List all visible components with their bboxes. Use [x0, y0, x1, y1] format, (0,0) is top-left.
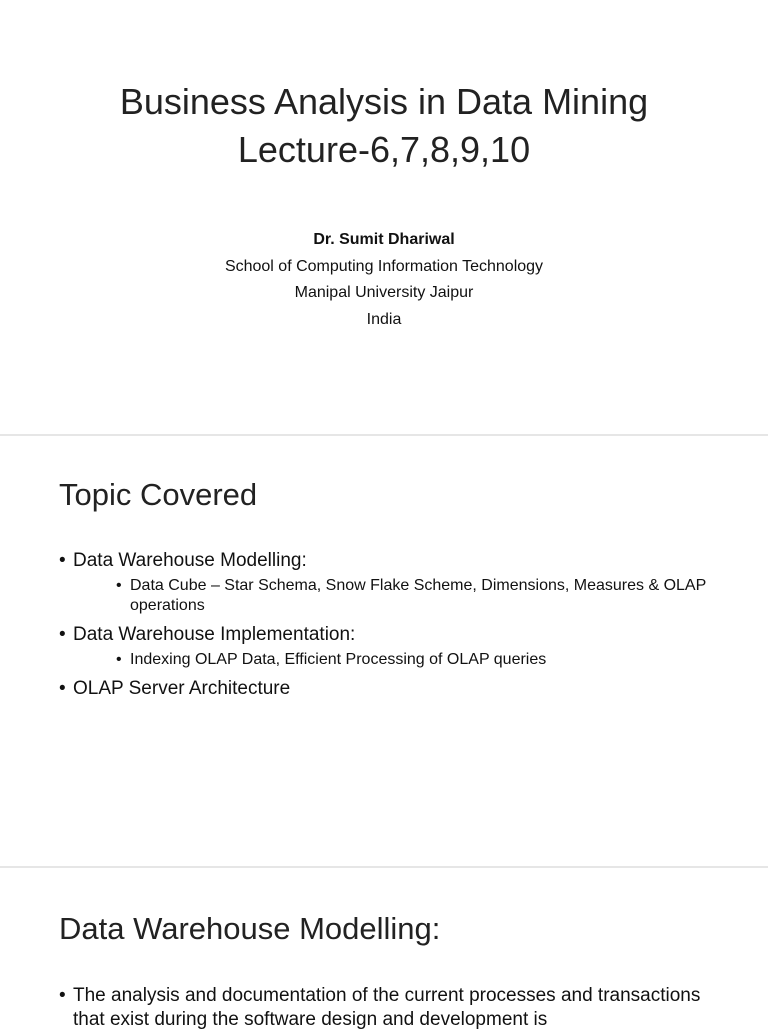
- slide-heading: Data Warehouse Modelling:: [59, 911, 441, 946]
- bullet-item: [59, 548, 708, 616]
- sub-bullet-item: • Data Cube – Star Schema, Snow Flake Scheme, Dimensions, Measures & OLAP operations: [116, 576, 708, 616]
- title-slide: [0, 0, 768, 434]
- bullet-item: [59, 676, 708, 701]
- bullet-item: • The analysis and documentation of the current processes and transactions that exist during the software design and development is: [59, 984, 710, 1032]
- affiliation-university: Manipal University Jaipur: [294, 284, 474, 301]
- bullet-text: Data Warehouse Modelling:: [73, 550, 307, 571]
- slide-title: [0, 78, 768, 174]
- affiliation-country: India: [366, 310, 402, 328]
- sub-bullet-list: [73, 576, 708, 616]
- sub-bullet-item: • Indexing OLAP Data, Efficient Processing of OLAP queries: [116, 650, 708, 670]
- slide-heading: Topic Covered: [59, 477, 258, 512]
- sub-bullet-list: [73, 650, 708, 670]
- bullet-text: Data Warehouse Implementation:: [73, 624, 356, 645]
- bullet-list: [59, 548, 708, 701]
- author-block: [0, 227, 768, 333]
- bullet-item: [59, 622, 708, 670]
- author-name: Dr. Sumit Dhariwal: [313, 231, 455, 248]
- title-line-1: Business Analysis in Data Mining: [119, 81, 649, 122]
- bullet-text: OLAP Server Architecture: [73, 678, 291, 699]
- affiliation-school: School of Computing Information Technology: [224, 257, 544, 275]
- topics-slide: [0, 436, 768, 866]
- modelling-slide: [0, 868, 768, 1030]
- title-line-2: Lecture-6,7,8,9,10: [237, 129, 531, 170]
- bullet-list: [59, 984, 710, 1032]
